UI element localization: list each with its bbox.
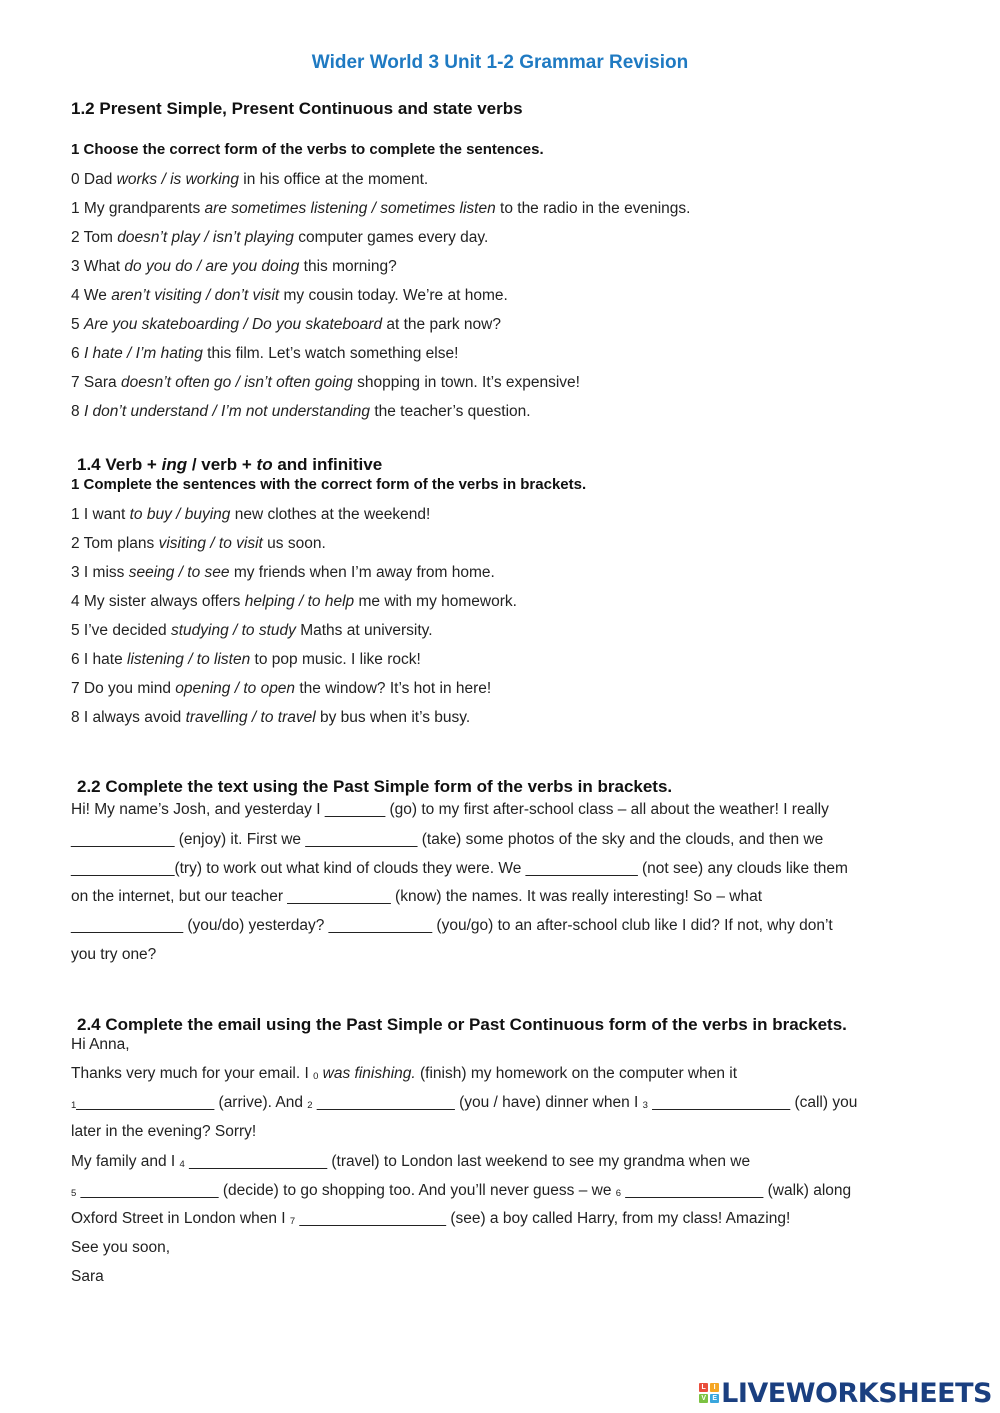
text-line: Hi! My name’s Josh, and yesterday I _______ (go) to my first after-school class – all about the weather! I really xyxy=(71,801,829,818)
verb-options[interactable]: do you do / are you doing xyxy=(124,258,300,275)
gap-number: 5 xyxy=(71,1188,77,1199)
section2-item: 7 Do you mind opening / to open the window? It’s hot in here! xyxy=(71,680,492,697)
section1-item: 8 I don’t understand / I’m not understanding the teacher’s question. xyxy=(71,403,531,420)
section1-item: 7 Sara doesn’t often go / isn’t often going shopping in town. It’s expensive! xyxy=(71,374,580,391)
section2-item: 4 My sister always offers helping / to help me with my homework. xyxy=(71,593,517,610)
section2-instruction: 1 Complete the sentences with the correct form of the verbs in brackets. xyxy=(71,476,587,493)
email-line-1: Thanks very much for your email. I 0 was finishing. (finish) my homework on the computer when it xyxy=(71,1065,738,1082)
verb-options[interactable]: doesn’t often go / isn’t often going xyxy=(120,374,353,391)
section1-instruction: 1 Choose the correct form of the verbs to complete the sentences. xyxy=(71,141,544,158)
verb-options[interactable]: I hate / I’m hating xyxy=(83,345,203,362)
blank-2[interactable]: ________________ (you / have) dinner when I xyxy=(312,1094,643,1111)
email-line-2 xyxy=(71,1094,857,1112)
text-line: ____________(try) to work out what kind of clouds they were. We _____________ (not see) any clouds like them xyxy=(71,860,848,877)
section4-heading: 2.4 Complete the email using the Past Simple or Past Continuous form of the verbs in brackets. xyxy=(77,1015,847,1034)
section1-heading: 1.2 Present Simple, Present Continuous and state verbs xyxy=(71,99,523,118)
section1-item: 4 We aren’t visiting / don’t visit my cousin today. We’re at home. xyxy=(71,287,508,304)
blank-6[interactable]: ________________ (walk) along xyxy=(621,1182,852,1199)
section2-item: 5 I’ve decided studying / to study Maths at university. xyxy=(71,622,433,639)
verb-options[interactable]: to buy / buying xyxy=(129,506,231,523)
email-signature: Sara xyxy=(71,1268,104,1285)
verb-options[interactable]: works / is working xyxy=(116,171,239,188)
section2-item: 6 I hate listening / to listen to pop music. I like rock! xyxy=(71,651,421,668)
text-line: _____________ (you/do) yesterday? ____________ (you/go) to an after-school club like I did? If not, why don’t xyxy=(71,917,833,934)
verb-options[interactable]: are sometimes listening / sometimes listen xyxy=(204,200,496,217)
section1-item: 2 Tom doesn’t play / isn’t playing computer games every day. xyxy=(71,229,489,246)
gap-number: 0 xyxy=(313,1071,319,1082)
verb-options[interactable]: opening / to open xyxy=(175,680,296,697)
gap-number: 6 xyxy=(615,1188,622,1199)
verb-options[interactable]: helping / to help xyxy=(244,593,355,610)
verb-options[interactable]: Are you skateboarding / Do you skateboard xyxy=(83,316,383,333)
email-line-3: later in the evening? Sorry! xyxy=(71,1123,257,1140)
gap-number: 4 xyxy=(179,1159,185,1170)
logo-cubes-icon: L I V E xyxy=(699,1383,719,1403)
gap-number: 1 xyxy=(71,1100,77,1111)
section1-item: 1 My grandparents are sometimes listening / sometimes listen to the radio in the evenings. xyxy=(71,200,691,217)
section2-item: 8 I always avoid travelling / to travel by bus when it’s busy. xyxy=(71,709,471,726)
email-line-6: Oxford Street in London when I 7 _________________ (see) a boy called Harry, from my class! Amazing! xyxy=(71,1210,791,1227)
section2-item: 1 I want to buy / buying new clothes at the weekend! xyxy=(71,506,431,523)
email-line-4: My family and I 4 ________________ (travel) to London last weekend to see my grandma when we xyxy=(71,1153,751,1170)
section1-item: 3 What do you do / are you doing this morning? xyxy=(71,258,397,275)
liveworksheets-logo[interactable] xyxy=(699,1378,992,1408)
verb-options[interactable]: travelling / to travel xyxy=(185,709,316,726)
email-signoff: See you soon, xyxy=(71,1239,171,1256)
gap-number: 2 xyxy=(307,1100,313,1111)
section1-item: 0 Dad works / is working in his office at the moment. xyxy=(71,171,429,188)
section1-item: 5 Are you skateboarding / Do you skateboard at the park now? xyxy=(71,316,501,333)
verb-options[interactable]: I don’t understand / I’m not understanding xyxy=(83,403,371,420)
blank-3[interactable]: ________________ (call) you xyxy=(647,1094,858,1111)
section2-item: 3 I miss seeing / to see my friends when I’m away from home. xyxy=(71,564,495,581)
verb-options[interactable]: seeing / to see xyxy=(128,564,230,581)
blank-5[interactable]: ________________ (decide) to go shopping too. And you’ll never guess – we xyxy=(76,1182,616,1199)
gap-number: 7 xyxy=(289,1216,296,1227)
example-answer: was finishing. xyxy=(318,1065,416,1082)
blank-1[interactable]: ________________ (arrive). And xyxy=(76,1094,308,1111)
gap-number: 3 xyxy=(642,1100,648,1111)
verb-options[interactable]: doesn’t play / isn’t playing xyxy=(117,229,294,246)
blank-4[interactable]: ________________ (travel) to London last weekend to see my grandma when we xyxy=(184,1153,751,1170)
email-line-5 xyxy=(71,1182,851,1200)
section3-heading: 2.2 Complete the text using the Past Simple form of the verbs in brackets. xyxy=(77,777,673,796)
text-line: on the internet, but our teacher ____________ (know) the names. It was really interesting! So – what xyxy=(71,888,763,905)
verb-options[interactable]: studying / to study xyxy=(170,622,296,639)
text-line: you try one? xyxy=(71,946,157,963)
verb-options[interactable]: listening / to listen xyxy=(127,651,251,668)
section2-heading: 1.4 Verb + ing / verb + to and infinitive xyxy=(77,455,383,474)
section1-item: 6 I hate / I’m hating this film. Let’s watch something else! xyxy=(71,345,459,362)
blank-7[interactable]: _________________ (see) a boy called Harry, from my class! Amazing! xyxy=(295,1210,791,1227)
page-title: Wider World 3 Unit 1-2 Grammar Revision xyxy=(311,52,689,73)
email-greeting: Hi Anna, xyxy=(71,1036,130,1053)
logo-text: LIVEWORKSHEETS xyxy=(721,1377,992,1409)
section2-item: 2 Tom plans visiting / to visit us soon. xyxy=(71,535,326,552)
text-line: ____________ (enjoy) it. First we _____________ (take) some photos of the sky and the clouds, and then we xyxy=(71,831,824,848)
verb-options[interactable]: aren’t visiting / don’t visit xyxy=(111,287,280,304)
verb-options[interactable]: visiting / to visit xyxy=(158,535,263,552)
